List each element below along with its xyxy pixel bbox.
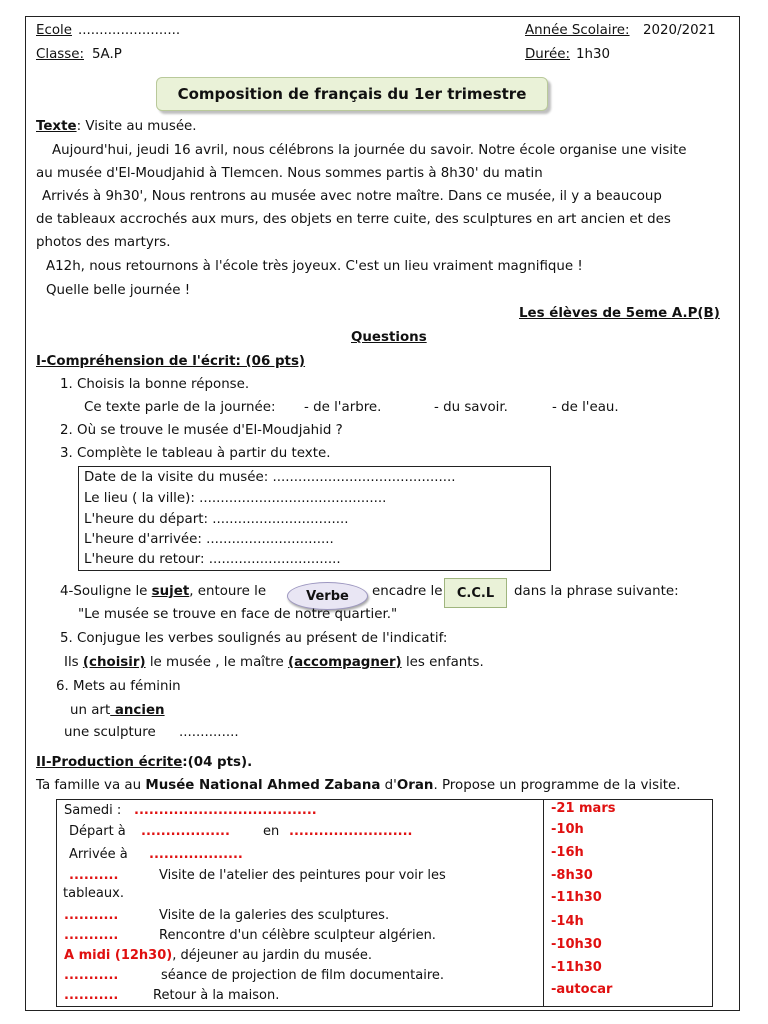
- programme-arrivee-dots: ...................: [149, 847, 243, 862]
- programme-visite1: Visite de l'atelier des peintures pour voir les: [159, 868, 446, 883]
- text-line-3: Arrivés à 9h30', Nous rentrons au musée avec notre maître. Dans ce musée, il y a beaucoup: [42, 189, 662, 204]
- programme-table: [56, 799, 713, 1007]
- question-5-sentence: [64, 655, 484, 671]
- programme-samedi-dots: .....................................: [134, 803, 317, 818]
- exam-page: [25, 16, 740, 1011]
- table-row: L'heure du retour: ...............................: [84, 552, 341, 567]
- production-intro: [36, 778, 681, 794]
- intro-museum: Musée National Ahmed Zabana: [145, 778, 381, 793]
- answer-7: -10h30: [551, 937, 602, 952]
- table-row: L'heure d'arrivée: ..............................: [84, 532, 334, 547]
- annee-label: Année Scolaire:: [525, 23, 630, 38]
- programme-visite2-dots: ...........: [64, 908, 119, 923]
- intro-part-a: Ta famille va au: [36, 778, 146, 793]
- programme-rencontre: Rencontre d'un célèbre sculpteur algérien.: [159, 928, 436, 943]
- section-2-heading: [36, 755, 252, 771]
- table-row: Le lieu ( la ville): ............................................: [84, 491, 387, 506]
- duree-label: Durée:: [525, 47, 570, 62]
- answer-8: -11h30: [551, 960, 602, 975]
- programme-visite1-cont: tableaux.: [63, 886, 124, 901]
- text-title-rest: : Visite au musée.: [76, 119, 197, 134]
- ecole-dots: ........................: [78, 23, 181, 38]
- question-1: 1. Choisis la bonne réponse.: [60, 377, 250, 392]
- question-6-line-2: une sculpture: [64, 725, 156, 740]
- classe-label: Classe:: [36, 47, 84, 62]
- exam-title: Composition de français du 1er trimestre: [156, 77, 548, 111]
- intro-city: Oran: [396, 778, 434, 793]
- question-3: 3. Complète le tableau à partir du texte.: [60, 446, 331, 461]
- ccl-box: C.C.L: [444, 578, 507, 608]
- section-2-points: :(04 pts).: [182, 755, 253, 770]
- verbe-ellipse: Verbe: [287, 582, 368, 610]
- programme-midi: A midi (12h30): [64, 948, 173, 963]
- classe-value: 5A.P: [92, 47, 122, 62]
- programme-retour: Retour à la maison.: [153, 988, 280, 1003]
- programme-depart-dots: ..................: [141, 824, 230, 839]
- programme-divider: [543, 800, 544, 1006]
- programme-visite2: Visite de la galeries des sculptures.: [159, 908, 390, 923]
- section-2-title: II-Production écrite: [36, 755, 183, 770]
- text-author: Les élèves de 5eme A.P(B): [519, 306, 720, 321]
- question-5: 5. Conjugue les verbes soulignés au présent de l'indicatif:: [60, 631, 448, 646]
- programme-rencontre-dots: ...........: [64, 928, 119, 943]
- question-5-part-a: Ils: [64, 655, 83, 670]
- question-4-part-2: , entoure le: [189, 584, 267, 599]
- text-line-7: Quelle belle journée !: [46, 283, 191, 298]
- programme-en-dots: .........................: [289, 824, 413, 839]
- question-6-un-art: un art: [70, 703, 111, 718]
- question-1-option-1: - de l'arbre.: [304, 400, 382, 415]
- table-row: L'heure du départ: ................................: [84, 512, 349, 527]
- question-5-part-b: le musée , le maître: [145, 655, 288, 670]
- question-1-stem: Ce texte parle de la journée:: [84, 400, 276, 415]
- question-6: 6. Mets au féminin: [56, 679, 181, 694]
- verb-accompagner: (accompagner): [287, 655, 402, 670]
- programme-samedi: Samedi :: [64, 803, 122, 818]
- text-line-1: Aujourd'hui, jeudi 16 avril, nous célébrons la journée du savoir. Notre école organise une visite: [52, 143, 687, 158]
- text-line-5: photos des martyrs.: [36, 235, 171, 250]
- text-line-4: de tableaux accrochés aux murs, des objets en terre cuite, des sculptures en art ancien et des: [36, 212, 671, 227]
- programme-midi-rest: , déjeuner au jardin du musée.: [172, 948, 372, 963]
- question-6-line-2-dots: ..............: [179, 725, 239, 740]
- text-line-2: au musée d'El-Moudjahid à Tlemcen. Nous sommes partis à 8h30' du matin: [36, 166, 543, 181]
- question-6-ancien: ancien: [110, 703, 165, 718]
- answer-9: -autocar: [551, 982, 613, 997]
- question-6-line-1: [70, 703, 165, 719]
- ecole-label: Ecole: [36, 23, 72, 38]
- question-4-sentence: "Le musée se trouve en face de notre quartier.": [78, 607, 398, 622]
- section-1-heading: I-Compréhension de l'écrit: (06 pts): [36, 354, 306, 369]
- question-1-option-3: - de l'eau.: [552, 400, 619, 415]
- table-row: Date de la visite du musée: ...........................................: [84, 470, 456, 485]
- programme-en: en: [263, 824, 280, 839]
- question-4: [60, 584, 266, 600]
- programme-arrivee: Arrivée à: [69, 847, 128, 862]
- intro-part-c: . Propose un programme de la visite.: [433, 778, 681, 793]
- text-label: Texte: [36, 119, 77, 134]
- question-4-sujet: sujet: [151, 584, 190, 599]
- programme-retour-dots: ...........: [64, 988, 119, 1003]
- question-4-part-4: dans la phrase suivante:: [514, 584, 679, 599]
- programme-visite1-dots: ..........: [69, 868, 119, 883]
- programme-midi-line: [64, 948, 372, 964]
- answer-2: -10h: [551, 822, 584, 837]
- text-title: [36, 119, 197, 135]
- question-1-option-2: - du savoir.: [434, 400, 508, 415]
- text-line-6: A12h, nous retournons à l'école très joyeux. C'est un lieu vraiment magnifique !: [46, 259, 583, 274]
- programme-depart: Départ à: [69, 824, 126, 839]
- programme-seance-dots: ...........: [64, 968, 119, 983]
- questions-heading: Questions: [351, 330, 427, 345]
- intro-part-b: d': [380, 778, 397, 793]
- answer-4: -8h30: [551, 868, 593, 883]
- question-4-part-1: 4-Souligne le: [60, 584, 152, 599]
- annee-value: 2020/2021: [643, 23, 716, 38]
- answer-5: -11h30: [551, 890, 602, 905]
- programme-seance: séance de projection de film documentaire.: [161, 968, 445, 983]
- answer-3: -16h: [551, 845, 584, 860]
- question-2: 2. Où se trouve le musée d'El-Moudjahid ?: [60, 423, 343, 438]
- question-3-table: [78, 466, 551, 571]
- answer-6: -14h: [551, 914, 584, 929]
- duree-value: 1h30: [576, 47, 611, 62]
- question-5-part-c: les enfants.: [401, 655, 484, 670]
- verb-choisir: (choisir): [82, 655, 146, 670]
- question-4-part-3: encadre le: [372, 584, 443, 599]
- answer-1: -21 mars: [551, 801, 616, 816]
